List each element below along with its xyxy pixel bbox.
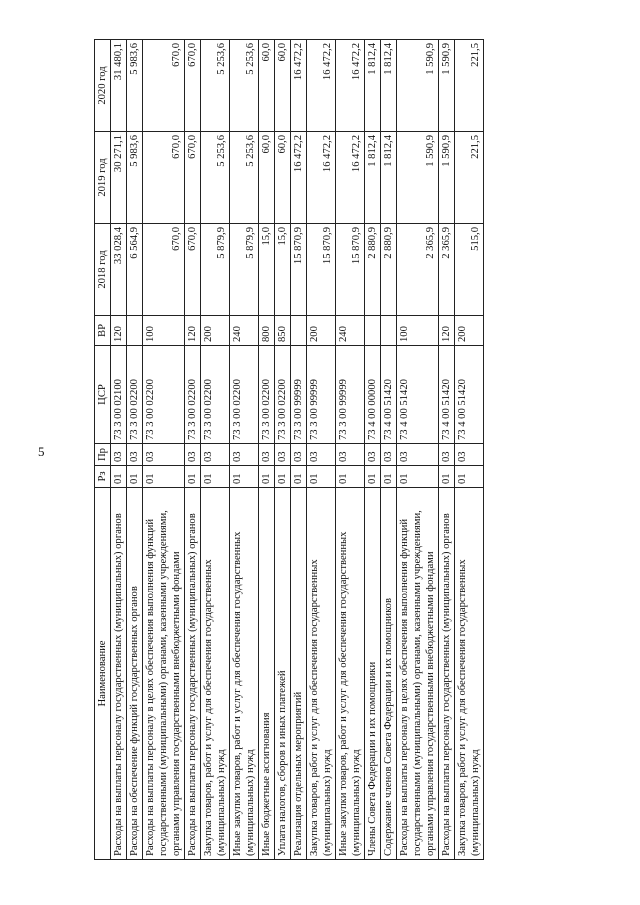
cell-2018: 15,0 [259, 224, 275, 316]
table-row [230, 40, 259, 860]
cell-pr: 03 [230, 444, 259, 466]
cell-pr: 03 [185, 444, 201, 466]
header-rz: Рз [95, 466, 111, 488]
cell-2019: 221,5 [455, 132, 484, 224]
header-csr: ЦСР [95, 346, 111, 444]
cell-vr: 200 [307, 316, 336, 346]
table-row [291, 40, 307, 860]
table-row [397, 40, 439, 860]
table-row [143, 40, 185, 860]
cell-2018: 2 365,9 [397, 224, 439, 316]
cell-pr: 03 [439, 444, 455, 466]
cell-csr: 73 3 00 99999 [291, 346, 307, 444]
cell-name: Расходы на выплаты персоналу государственных (муниципальных) органов [111, 488, 127, 860]
cell-2018: 15 870,9 [291, 224, 307, 316]
cell-vr [291, 316, 307, 346]
cell-vr: 120 [111, 316, 127, 346]
cell-2019: 16 472,2 [291, 132, 307, 224]
cell-2018: 2 880,9 [365, 224, 381, 316]
cell-vr: 240 [336, 316, 365, 346]
cell-csr: 73 3 00 02200 [185, 346, 201, 444]
cell-name: Иные закупки товаров, работ и услуг для обеспечения государственных (муниципальных) нужд [230, 488, 259, 860]
cell-csr: 73 4 00 51420 [439, 346, 455, 444]
cell-2020: 5 253,6 [201, 40, 230, 132]
cell-2019: 670,0 [143, 132, 185, 224]
cell-vr [127, 316, 143, 346]
cell-csr: 73 4 00 51420 [397, 346, 439, 444]
cell-2019: 5 253,6 [230, 132, 259, 224]
cell-rz: 01 [201, 466, 230, 488]
cell-vr: 200 [201, 316, 230, 346]
cell-pr: 03 [201, 444, 230, 466]
cell-2020: 16 472,2 [291, 40, 307, 132]
cell-rz: 01 [143, 466, 185, 488]
cell-csr: 73 3 00 02200 [230, 346, 259, 444]
cell-rz: 01 [397, 466, 439, 488]
cell-2019: 60,0 [275, 132, 291, 224]
cell-name: Расходы на выплаты персоналу в целях обеспечения выполнения функций государственными (муниципальными) органами, казенными учреждениями, органами управления государственными внебюджетными фондами [143, 488, 185, 860]
cell-name: Иные бюджетные ассигнования [259, 488, 275, 860]
cell-2020: 16 472,2 [336, 40, 365, 132]
cell-name: Содержание членов Совета Федерации и их помощников [381, 488, 397, 860]
table-row [336, 40, 365, 860]
table-row [275, 40, 291, 860]
cell-name: Уплата налогов, сборов и иных платежей [275, 488, 291, 860]
cell-pr: 03 [336, 444, 365, 466]
cell-vr: 850 [275, 316, 291, 346]
cell-vr: 120 [185, 316, 201, 346]
cell-2020: 16 472,2 [307, 40, 336, 132]
cell-pr: 03 [307, 444, 336, 466]
cell-2019: 5 253,6 [201, 132, 230, 224]
cell-2018: 15,0 [275, 224, 291, 316]
cell-pr: 03 [275, 444, 291, 466]
table-header-row [95, 40, 111, 860]
cell-2020: 1 812,4 [365, 40, 381, 132]
cell-rz: 01 [365, 466, 381, 488]
cell-rz: 01 [230, 466, 259, 488]
cell-2019: 30 271,1 [111, 132, 127, 224]
cell-name: Расходы на выплаты персоналу государственных (муниципальных) органов [439, 488, 455, 860]
cell-2018: 515,0 [455, 224, 484, 316]
cell-2020: 670,0 [143, 40, 185, 132]
budget-table [94, 39, 484, 860]
cell-2019: 1 590,9 [397, 132, 439, 224]
cell-2018: 670,0 [185, 224, 201, 316]
cell-rz: 01 [275, 466, 291, 488]
cell-2018: 2 365,9 [439, 224, 455, 316]
cell-2018: 15 870,9 [307, 224, 336, 316]
cell-2020: 1 812,4 [381, 40, 397, 132]
cell-rz: 01 [381, 466, 397, 488]
table-row [111, 40, 127, 860]
cell-rz: 01 [259, 466, 275, 488]
header-2020: 2020 год [95, 40, 111, 132]
cell-csr: 73 3 00 02200 [143, 346, 185, 444]
cell-2020: 221,5 [455, 40, 484, 132]
cell-2018: 670,0 [143, 224, 185, 316]
cell-pr: 03 [381, 444, 397, 466]
cell-csr: 73 4 00 51420 [381, 346, 397, 444]
cell-pr: 03 [259, 444, 275, 466]
cell-pr: 03 [397, 444, 439, 466]
cell-2020: 670,0 [185, 40, 201, 132]
cell-rz: 01 [127, 466, 143, 488]
cell-name: Члены Совета Федерации и их помощники [365, 488, 381, 860]
cell-csr: 73 3 00 02200 [275, 346, 291, 444]
cell-pr: 03 [111, 444, 127, 466]
cell-vr: 120 [439, 316, 455, 346]
cell-rz: 01 [185, 466, 201, 488]
cell-vr: 100 [143, 316, 185, 346]
cell-2020: 5 253,6 [230, 40, 259, 132]
cell-name: Закупка товаров, работ и услуг для обеспечения государственных (муниципальных) нужд [307, 488, 336, 860]
page-number: 5 [38, 444, 45, 459]
cell-2019: 16 472,2 [336, 132, 365, 224]
cell-name: Расходы на выплаты персоналу государственных (муниципальных) органов [185, 488, 201, 860]
cell-2019: 5 983,6 [127, 132, 143, 224]
cell-name: Расходы на выплаты персоналу в целях обеспечения выполнения функций государственными (муниципальными) органами, казенными учреждениями, органами управления государственными внебюджетными фондами [397, 488, 439, 860]
cell-pr: 03 [127, 444, 143, 466]
cell-pr: 03 [455, 444, 484, 466]
header-2018: 2018 год [95, 224, 111, 316]
cell-name: Иные закупки товаров, работ и услуг для обеспечения государственных (муниципальных) нужд [336, 488, 365, 860]
cell-csr: 73 3 00 02200 [127, 346, 143, 444]
cell-2020: 60,0 [259, 40, 275, 132]
cell-pr: 03 [365, 444, 381, 466]
cell-name: Реализация отдельных мероприятий [291, 488, 307, 860]
cell-pr: 03 [143, 444, 185, 466]
cell-rz: 01 [291, 466, 307, 488]
cell-vr: 100 [397, 316, 439, 346]
cell-csr: 73 3 00 99999 [336, 346, 365, 444]
cell-2019: 670,0 [185, 132, 201, 224]
cell-csr: 73 3 00 02100 [111, 346, 127, 444]
header-vr: ВР [95, 316, 111, 346]
cell-rz: 01 [336, 466, 365, 488]
cell-vr: 240 [230, 316, 259, 346]
table-row [127, 40, 143, 860]
cell-2019: 1 812,4 [381, 132, 397, 224]
cell-rz: 01 [439, 466, 455, 488]
table-row [307, 40, 336, 860]
cell-2020: 1 590,9 [439, 40, 455, 132]
cell-2018: 15 870,9 [336, 224, 365, 316]
header-name: Наименование [95, 488, 111, 860]
cell-vr [381, 316, 397, 346]
cell-csr: 73 3 00 02200 [201, 346, 230, 444]
cell-name: Закупка товаров, работ и услуг для обеспечения государственных (муниципальных) нужд [455, 488, 484, 860]
cell-2018: 33 028,4 [111, 224, 127, 316]
cell-2018: 2 880,9 [381, 224, 397, 316]
rotated-table-container [94, 40, 544, 860]
cell-vr: 200 [455, 316, 484, 346]
cell-csr: 73 3 00 02200 [259, 346, 275, 444]
cell-2020: 1 590,9 [397, 40, 439, 132]
header-2019: 2019 год [95, 132, 111, 224]
cell-vr [365, 316, 381, 346]
table-row [455, 40, 484, 860]
cell-rz: 01 [455, 466, 484, 488]
table-row [185, 40, 201, 860]
cell-2018: 6 564,9 [127, 224, 143, 316]
cell-rz: 01 [111, 466, 127, 488]
table-row [365, 40, 381, 860]
table-row [381, 40, 397, 860]
cell-csr: 73 4 00 00000 [365, 346, 381, 444]
cell-2018: 5 879,9 [201, 224, 230, 316]
cell-2020: 60,0 [275, 40, 291, 132]
cell-csr: 73 3 00 99999 [307, 346, 336, 444]
table-body [111, 40, 484, 860]
cell-2019: 1 812,4 [365, 132, 381, 224]
cell-2019: 16 472,2 [307, 132, 336, 224]
cell-2019: 60,0 [259, 132, 275, 224]
cell-csr: 73 4 00 51420 [455, 346, 484, 444]
cell-name: Закупка товаров, работ и услуг для обеспечения государственных (муниципальных) нужд [201, 488, 230, 860]
cell-vr: 800 [259, 316, 275, 346]
cell-rz: 01 [307, 466, 336, 488]
cell-name: Расходы на обеспечение функций государственных органов [127, 488, 143, 860]
cell-2018: 5 879,9 [230, 224, 259, 316]
cell-2020: 31 480,1 [111, 40, 127, 132]
table-row [201, 40, 230, 860]
cell-pr: 03 [291, 444, 307, 466]
table-row [259, 40, 275, 860]
cell-2020: 5 983,6 [127, 40, 143, 132]
header-pr: Пр [95, 444, 111, 466]
table-row [439, 40, 455, 860]
cell-2019: 1 590,9 [439, 132, 455, 224]
